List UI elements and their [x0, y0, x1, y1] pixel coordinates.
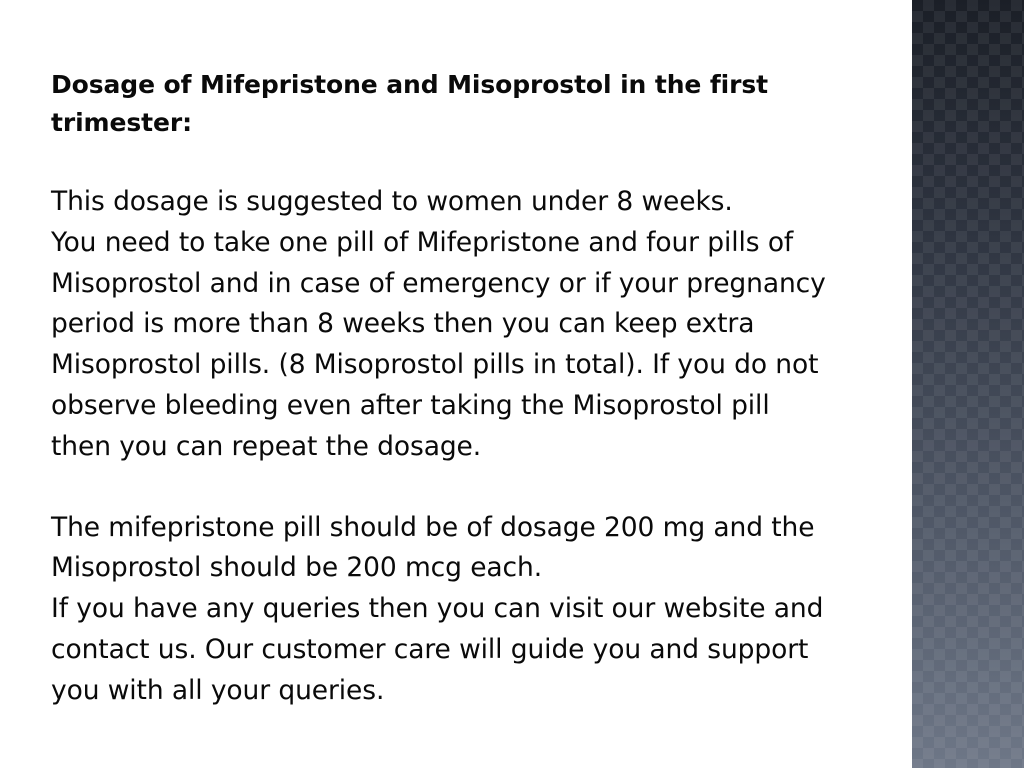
text-line: contact us. Our customer care will guide you and support [51, 633, 809, 665]
text-line: This dosage is suggested to women under 8 weeks. [51, 186, 733, 217]
slide-content [51, 66, 971, 712]
text-line: You need to take one pill of Mifepristone and four pills of [51, 226, 794, 258]
slide-heading: Dosage of Mifepristone and Misoprostol in the first trimester: [51, 70, 768, 137]
text-line: period is more than 8 weeks then you can keep extra [51, 308, 755, 340]
text-line: Misoprostol and in case of emergency or if your pregnancy [51, 267, 826, 299]
text-line: Misoprostol pills. (8 Misoprostol pills in total). If you do not [51, 349, 819, 381]
text-line: observe bleeding even after taking the Misoprostol pill [51, 389, 770, 421]
spacer [51, 142, 971, 182]
text-line: Misoprostol should be 200 mcg each. [51, 552, 543, 584]
text-line: The mifepristone pill should be of dosage 200 mg and the [51, 511, 815, 543]
paragraph-dosage-strength-and-contact [51, 508, 971, 712]
paragraph-dosage-instructions [51, 182, 971, 468]
text-line: you with all your queries. [51, 674, 385, 706]
text-line: If you have any queries then you can visit our website and [51, 593, 824, 625]
spacer [51, 468, 971, 508]
text-line: then you can repeat the dosage. [51, 430, 482, 462]
